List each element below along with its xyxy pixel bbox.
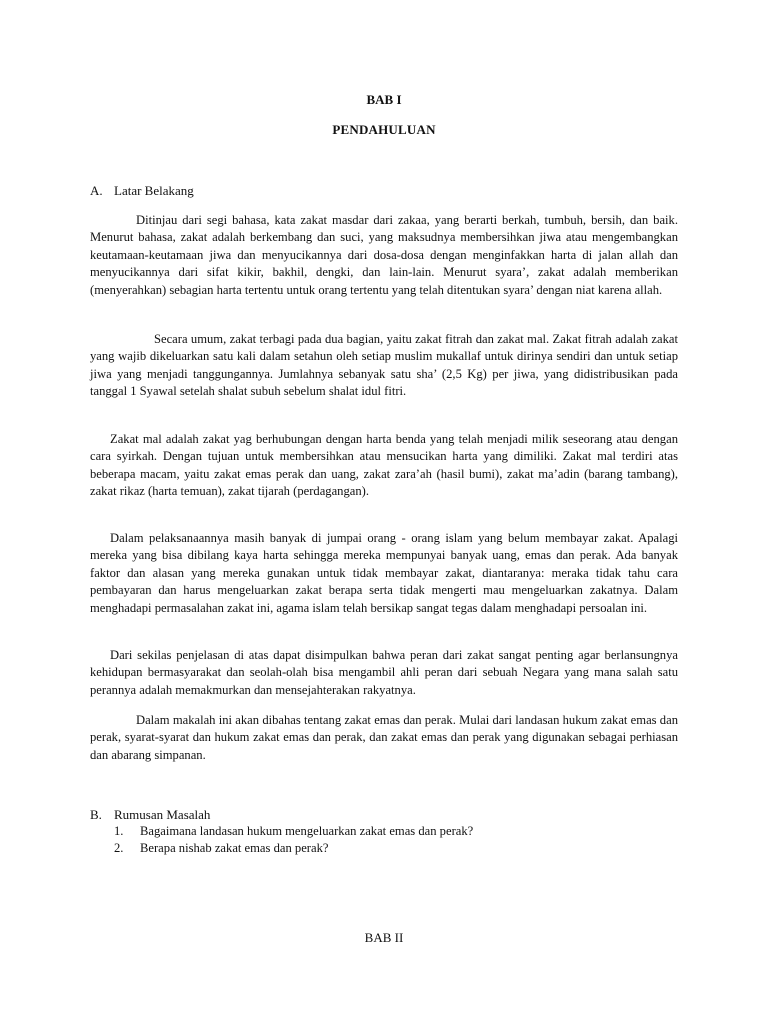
section-a-letter: A. — [90, 183, 103, 198]
paragraph: Secara umum, zakat terbagi pada dua bagian, yaitu zakat fitrah dan zakat mal. Zakat fitrah adalah zakat yang wajib dikeluarkan satu kali dalam setahun oleh setiap muslim mukallaf untuk dirinya sendiri dan untuk setiap jiwa yang menjadi tanggungannya. Jumlahnya sebanyak satu sha’ (2,5 Kg) per jiwa, yang didistribusikan pada tanggal 1 Syawal setelah shalat subuh sebelum shalat idul fitri. — [90, 332, 678, 399]
problem-list — [114, 823, 473, 857]
section-a-heading — [90, 182, 194, 199]
list-item-text: Bagaimana landasan hukum mengeluarkan zakat emas dan perak? — [140, 824, 474, 838]
next-chapter-title: BAB II — [364, 930, 404, 945]
paragraph: Ditinjau dari segi bahasa, kata zakat masdar dari zakaa, yang berarti berkah, tumbuh, bersih, dan baik. Menurut bahasa, zakat adalah berkembang dan suci, yang maksudnya membersihkan jiwa atau mengembangkan keutamaan-keutamaan jiwa dan menyucikannya dari dosa-dosa dengan menginfakkan harta di jalan allah dan menyucikannya dari sifat kikir, bakhil, dengki, dan lain-lain. Menurut syara’, zakat adalah memberikan (menyerahkan) sebagian harta tertentu untuk orang tertentu yang telah ditentukan syara’ dengan niat karena allah. — [90, 213, 678, 297]
section-a-title: Latar Belakang — [114, 183, 194, 198]
chapter-title: BAB I — [366, 92, 402, 107]
paragraph: Dalam makalah ini akan dibahas tentang zakat emas dan perak. Mulai dari landasan hukum zakat emas dan perak, syarat-syarat dan hukum zakat emas dan perak, dan zakat emas dan perak yang digunakan sebagai perhiasan dan abarang simpanan. — [90, 713, 678, 762]
paragraph: Dalam pelaksanaannya masih banyak di jumpai orang - orang islam yang belum membayar zakat. Apalagi mereka yang bisa dibilang kaya harta sehingga mereka mempunyai banyak uang, emas dan perak. Ada banyak faktor dan alasan yang mereka gunakan untuk tidak membayar zakat, diantaranya: meraka tidak tahu cara pembayaran dan harus mengeluarkan zakat berapa serta tidak mengerti mau mengeluarkan zakatnya. Dalam menghadapi permasalahan zakat ini, agama islam telah bersikap sangat tegas dalam menghadapi persoalan ini. — [90, 531, 678, 615]
list-item — [114, 840, 473, 857]
paragraph: Zakat mal adalah zakat yag berhubungan dengan harta benda yang telah menjadi milik seseorang atau dengan cara syirkah. Dengan tujuan untuk membersihkan atau mensucikan harta yang dimiliki. Zakat mal terdiri atas beberapa macam, yaitu zakat emas perak dan uang, zakat zara’ah (hasil bumi), zakat ma’adin (barang tambang), zakat rikaz (harta temuan), zakat tijarah (perdagangan). — [90, 432, 678, 499]
chapter-subtitle: PENDAHULUAN — [332, 122, 436, 137]
list-item — [114, 823, 473, 840]
paragraph: Dari sekilas penjelasan di atas dapat disimpulkan bahwa peran dari zakat sangat penting agar berlansungnya kehidupan bermasyarakat dan seolah-olah bisa mengambil ahli peran dari sebuah Negara yang mana salah satu perannya adalah memakmurkan dan mensejahterakan rakyatnya. — [90, 648, 678, 697]
section-b-letter: B. — [90, 807, 102, 822]
list-item-number: 2. — [114, 841, 124, 855]
list-item-text: Berapa nishab zakat emas dan perak? — [140, 841, 329, 855]
section-b-heading — [90, 806, 210, 823]
list-item-number: 1. — [114, 824, 124, 838]
section-b-title: Rumusan Masalah — [114, 807, 211, 822]
